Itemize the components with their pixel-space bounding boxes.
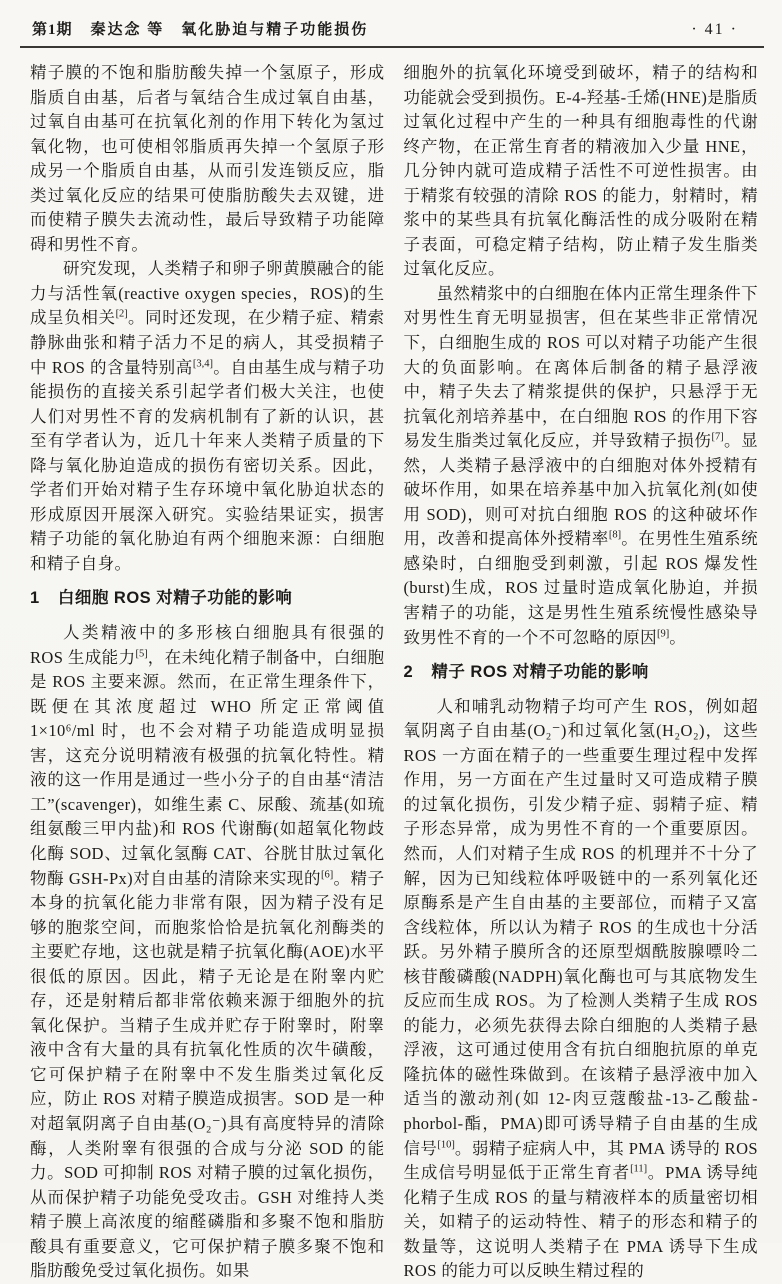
issue-label: 第1期 [32,22,73,38]
header-rule [20,46,764,48]
content-columns [30,61,758,1284]
section-2-title: 精子 ROS 对精子功能的影响 [431,663,649,682]
paragraph-section-2-body: 人和哺乳动物精子均可产生 ROS，例如超氧阴离子自由基(O₂⁻)和过氧化氢(H₂O₂)，这些 ROS 一方面在精子的一些重要生理过程中发挥作用，另一方面在产生过量时又可造成精子膜的过氧化损伤，引发少精子症、弱精子症、精子形态异常，成为男性不育的一个重要原因。然而，人们对精子生成 ROS 的机理并不十分了解，因为已知线粒体呼吸链中的一系列氧化还原酶系是产生自由基的主要部位，而精子又富含线粒体，所以认为精子 ROS 的生成也十分活跃。另外精子膜所含的还原型烟酰胺腺嘌呤二核苷酸磷酸(NADPH)氧化酶也可与其底物发生反应而生成 ROS。为了检测人类精子生成 ROS 的能力，必须先获得去除白细胞的人类精子悬浮液，这可通过使用含有抗白细胞抗原的单克隆抗体的磁性珠做到。在该精子悬浮液中加入适当的激动剂(如 12-肉豆蔻酸盐-13-乙酸盐-phorbol-酯，PMA)即可诱导精子自由基的生成信号[10]。弱精子症病人中，其 PMA 诱导的 ROS 生成信号明显低于正常生育者[11]。PMA 诱导纯化精子生成 ROS 的量与精液样本的质量密切相关，如精子的运动特性、精子的形态和精子的数量等，这说明人类精子在 PMA 诱导下生成 ROS 的能力可以反映生精过程的 [403,696,758,1281]
section-1-heading [30,586,385,611]
page-number: · 41 · [691,21,738,38]
section-1-number: 1 [30,589,40,608]
right-column [404,61,759,1284]
left-column [30,61,385,1284]
paragraph-intro-ros-relation: 研究发现，人类精子和卵子卵黄膜融合的能力与活性氧(reactive oxygen species，ROS)的生成呈负相关[2]。同时还发现，在少精子症、精索静脉曲张和精子活力不足的病人，其受损精子中 ROS 的含量特别高[3,4]。自由基生成与精子功能损伤的直接关系引起学者们极大关注，也使人们对男性不育的发病机制有了新的认识，甚至有学者认为，近几十年来人类精子质量的下降与氧化胁迫造成的损伤有密切关系。因此，学者们开始对精子生存环境中氧化胁迫状态的形成原因开展深入研究。实验结果证实，损害精子功能的氧化胁迫有两个细胞来源：白细胞和精子自身。 [30,259,385,573]
section-2-heading [404,660,759,685]
running-header [30,14,758,39]
paragraph-continued-from-previous-page: 精子膜的不饱和脂肪酸失掉一个氢原子，形成脂质自由基，后者与氧结合生成过氧自由基，过氧自由基可在抗氧化剂的作用下转化为氢过氧化物，也可使相邻脂质再失掉一个氢原子形成另一个脂质自由基，从而引发连锁反应，脂类过氧化反应的结果可使脂肪酸失去双键，进而使精子膜失去流动性，最后导致精子功能障碍和男性不育。 [30,63,385,254]
paragraph-continued-from-left-column: 细胞外的抗氧化环境受到破坏，精子的结构和功能就会受到损伤。E-4-羟基-壬烯(HNE)是脂质过氧化过程中产生的一种具有细胞毒性的代谢终产物，在正常生育者的精液加入少量 HNE，几分钟内就可造成精子活性不可逆性损害。由于精浆有较强的清除 ROS 的能力，射精时，精浆中的某些具有抗氧化酶活性的成分吸附在精子表面，可稳定精子结构，防止精子发生脂类过氧化反应。 [403,63,758,279]
paragraph-leukocyte-ros-damage: 虽然精浆中的白细胞在体内正常生理条件下对男性生育无明显损害，但在某些非正常情况下，白细胞生成的 ROS 可以对精子功能产生很大的负面影响。在离体后制备的精子悬浮液中，精子失去了精浆提供的保护，只悬浮于无抗氧化剂培养基中，在白细胞 ROS 的作用下容易发生脂类过氧化反应，并导致精子损伤[7]。显然，人类精子悬浮液中的白细胞对体外授精有破坏作用，如果在培养基中加入抗氧化剂(如使用 SOD)，则可对抗白细胞 ROS 的这种破坏作用，改善和提高体外授精率[8]。在男性生殖系统感染时，白细胞受到刺激，引起 ROS 爆发性(burst)生成，ROS 过量时造成氧化胁迫，并损害精子的功能，这是男性生殖系统慢性感染导致男性不育的一个不可忽略的原因[9]。 [403,283,758,647]
section-2-number: 2 [403,663,414,682]
section-1-title: 白细胞 ROS 对精子功能的影响 [57,589,293,608]
running-title: 秦达念 等 氧化胁迫与精子功能损伤 [90,22,369,38]
paragraph-section-1-body: 人类精液中的多形核白细胞具有很强的 ROS 生成能力[5]，在未纯化精子制备中，白细胞是 ROS 主要来源。然而，在正常生理条件下，既便在其浓度超过 WHO 所定正常阈值 1×10⁶/ml 时，也不会对精子功能造成明显损害，这充分说明精液有极强的抗氧化特性。精液的这一作用是通过一些小分子的自由基“清洁工”(scavenger)，如维生素 C、尿酸、巯基(如琉组氨酸三甲内盐)和 ROS 代谢酶(如超氧化物歧化酶 SOD、过氧化氢酶 CAT、谷胱甘肽过氧化物酶 GSH-Px)对自由基的清除来实现的[6]。精子本身的抗氧化能力非常有限，因为精子没有足够的胞浆空间，而胞浆恰恰是抗氧化剂酶类的主要贮存地，这也就是精子抗氧化酶(AOE)水平很低的原因。因此，精子无论是在附睾内贮存，还是射精后都非常依赖来源于细胞外的抗氧化保护。当精子生成并贮存于附睾时，附睾液中含有大量的具有抗氧化性质的次牛磺酸，它可保护精子在附睾中不发生脂类过氧化反应，防止 ROS 对精子膜造成损害。SOD 是一种对超氧阴离子自由基(O₂⁻)具有高度特异的清除酶，人类附睾有很强的合成与分泌 SOD 的能力。SOD 可抑制 ROS 对精子膜的过氧化损伤，从而保护精子功能免受攻击。GSH 对维持人类精子膜上高浓度的缩醛磷脂和多聚不饱和脂肪酸具有重要意义，它可保护精子膜多聚不饱和脂肪酸免受过氧化损伤。如果 [30,623,385,1281]
